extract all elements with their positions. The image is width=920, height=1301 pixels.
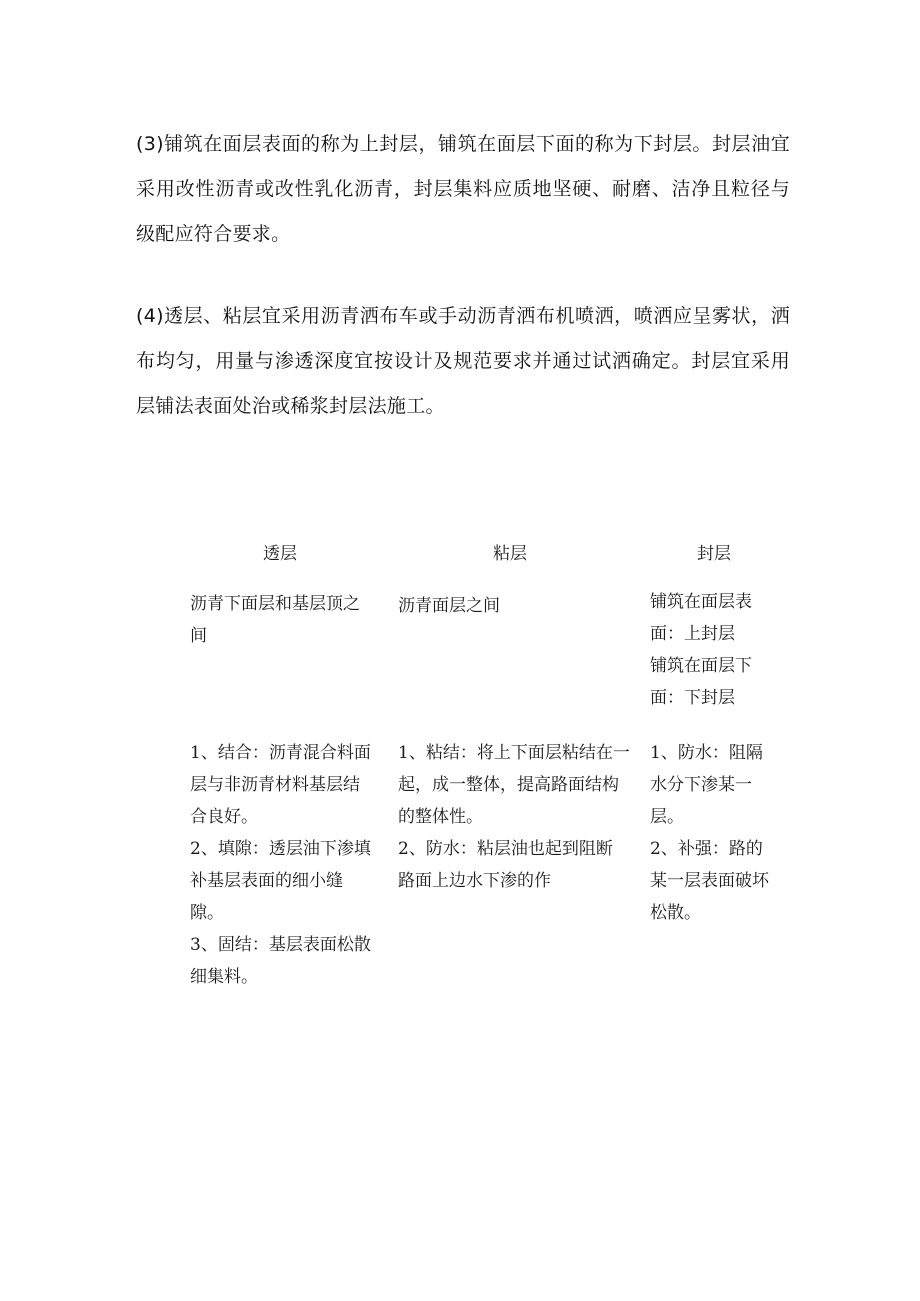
paragraph-4: (4)透层、粘层宜采用沥青洒布车或手动沥青洒布机喷洒，喷洒应呈雾状，洒布均匀，用量与渗透深度宜按设计及规范要求并通过试洒确定。封层宜采用层铺法表面处治或稀浆封层法施工。 (136, 305, 790, 417)
header-feng-ceng: 封层 (697, 544, 731, 564)
header-nian-ceng: 粘层 (493, 544, 527, 564)
function-feng-item-2: 2、补强：路的某一层表面破坏松散。 (650, 839, 769, 923)
function-feng-item-1: 1、防水：阻隔水分下渗某一层。 (650, 743, 763, 827)
location-nian-line: 沥青面层之间 (398, 596, 500, 616)
location-tou-ceng (190, 588, 370, 652)
function-tou-ceng (190, 737, 372, 993)
location-feng-ceng (650, 586, 776, 714)
function-tou-item-1: 1、结合：沥青混合料面层与非沥青材料基层结合良好。 (190, 743, 371, 827)
function-tou-item-3: 3、固结：基层表面松散细集料。 (190, 935, 371, 987)
function-nian-item-1: 1、粘结：将上下面层粘结在一起，成一整体，提高路面结构的整体性。 (398, 743, 630, 827)
location-tou-line: 沥青下面层和基层顶之间 (190, 594, 360, 646)
location-feng-line-2: 铺筑在面层下面：下封层 (650, 656, 752, 708)
location-feng-line-1: 铺筑在面层表面：上封层 (650, 592, 752, 644)
function-feng-ceng (650, 737, 776, 929)
paragraph-3: (3)铺筑在面层表面的称为上封层，铺筑在面层下面的称为下封层。封层油宜采用改性沥青或改性乳化沥青，封层集料应质地坚硬、耐磨、洁净且粒径与级配应符合要求。 (136, 133, 790, 245)
function-tou-item-2: 2、填隙：透层油下渗填补基层表面的细小缝隙。 (190, 839, 371, 923)
function-nian-item-2: 2、防水：粘层油也起到阻断 路面上边水下渗的作 (398, 839, 613, 891)
function-nian-ceng (398, 737, 630, 897)
location-nian-ceng (398, 590, 622, 622)
header-tou-ceng: 透层 (263, 544, 297, 564)
